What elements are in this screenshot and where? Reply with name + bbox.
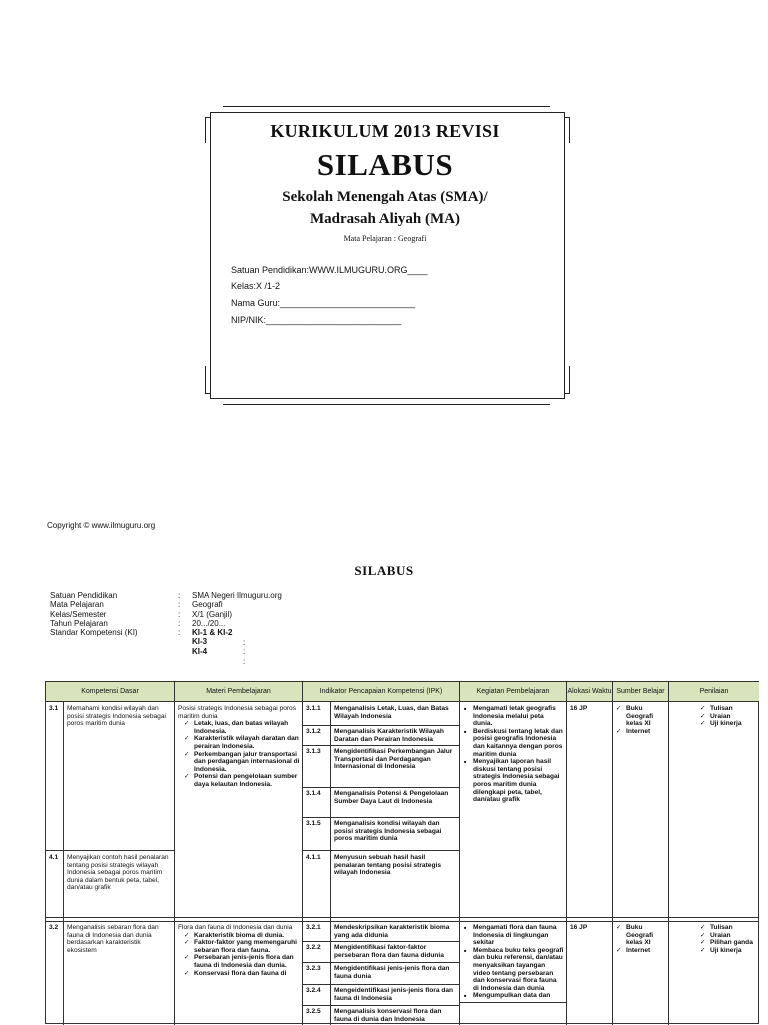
table-divider (303, 817, 460, 818)
ipk-number: 3.2.3 (306, 965, 321, 972)
penilaian-item: ✓ Tulisan (700, 705, 756, 713)
materi-cell (178, 924, 300, 977)
ipk-number: 3.1.2 (306, 728, 321, 735)
cover-title: SILABUS (316, 147, 454, 182)
materi-cell (178, 705, 300, 789)
table-divider (303, 850, 460, 851)
meta-label: Tahun Pelajaran (50, 618, 108, 628)
header-sumber-belajar: Sumber Belajar (613, 682, 669, 702)
ipk-number: 3.1.5 (306, 820, 321, 827)
table-divider (46, 917, 759, 918)
copyright-text: Copyright © www.ilmuguru.org (47, 521, 156, 530)
materi-item: ✓ Karakteristik wilayah daratan dan perairan Indonesia. (184, 735, 300, 750)
meta-value: X/1 (Ganjil) (192, 609, 233, 619)
ipk-number: 3.2.1 (306, 924, 321, 931)
sumber-cell (616, 705, 666, 735)
kd-number: 4.1 (49, 854, 59, 861)
syllabus-title: SILABUS (354, 563, 414, 578)
materi-item: ✓ Faktor-faktor yang memengaruhi sebaran flora dan fauna. (184, 939, 300, 954)
table-divider (303, 725, 460, 726)
ipk-text: Mengidentifikasi faktor-faktor persebaran flora dan fauna didunia (334, 944, 444, 959)
kd-text: Menyajikan contoh hasil penalaran tentang posisi strategis wilayah Indonesia sebagai poros maritim dunia dalam bentuk peta, tabel, dan/atau grafik (67, 854, 169, 892)
sumber-item: ✓ Buku Geografi kelas XI (616, 705, 666, 728)
ipk-text: Menyusun sebuah hasil hasil penalaran tentang posisi strategis wilayah Indonesia (334, 854, 441, 877)
kegiatan-cell (464, 924, 564, 1000)
table-divider (460, 1002, 567, 1003)
meta-colon: : (243, 656, 246, 666)
cover-field-nama-guru: Nama Guru:___________________________ (231, 298, 416, 308)
table-divider (612, 702, 613, 1025)
meta-label: Standar Kompetensi (KI) (50, 628, 138, 638)
materi-item: ✓ Persebaran jenis-jenis flora dan fauna di Indonesia dan dunia. (184, 954, 300, 969)
cover-field-nip: NIP/NIK:___________________________ (231, 315, 402, 325)
table-divider (303, 787, 460, 788)
ipk-text: Menganalisis Letak, Luas, dan Batas Wilayah Indonesia (334, 705, 449, 720)
ipk-text: Mendeskripsikan karakteristik bioma yang ada didunia (334, 924, 450, 939)
cover-school-line-1: Sekolah Menengah Atas (SMA)/ (282, 189, 488, 205)
sumber-item: ✓ Internet (616, 947, 666, 955)
sumber-item: ✓ Buku Geografi kelas XI (616, 924, 666, 947)
meta-labels (50, 591, 138, 637)
ipk-number: 3.2.2 (306, 944, 321, 951)
materi-item: ✓ Karakteristik bioma di dunia. (184, 932, 300, 940)
meta-sub-colons (243, 638, 245, 666)
ipk-number: 3.1.1 (306, 705, 321, 712)
meta-colon: : (178, 591, 181, 600)
sumber-item: ✓ Internet (616, 728, 666, 736)
ipk-number: 3.1.4 (306, 790, 321, 797)
materi-item: ✓ Potensi dan pengelolaan sumber daya kelautan Indonesia. (184, 773, 300, 788)
meta-value: 20.../20... (192, 618, 226, 628)
meta-colon: : (243, 647, 246, 657)
table-divider (566, 702, 567, 1025)
materi-item: ✓ Konservasi flora dan fauna di (184, 970, 300, 978)
kd-text: Memahami kondisi wilayah dan posisi strategis Indonesia sebagai poros maritim dunia (67, 705, 166, 728)
table-divider (303, 941, 460, 942)
meta-colon: : (178, 628, 181, 638)
materi-item: ✓ Letak, luas, dan batas wilayah Indonesia. (184, 720, 300, 735)
kd-text: Menganalisis sebaran flora dan fauna di Indonesia dan dunia berdasarkan karakteristik ekosistem (67, 924, 159, 954)
kegiatan-item: ■ Mengamati letak geografis Indonesia melalui peta dunia. (464, 705, 564, 728)
meta-colon: : (178, 609, 181, 619)
ipk-text: Menganalisis kondisi wilayah dan posisi strategis Indonesia sebagai poros maritim dunia (334, 820, 442, 843)
sumber-cell (616, 924, 666, 954)
materi-intro: Posisi strategis Indonesia sebagai poros maritim dunia (178, 705, 297, 720)
penilaian-item: ✓ Uji kinerja (700, 720, 756, 728)
ipk-text: Menganalisis Potensi & Pengelolaan Sumber Daya Laut di Indonesia (334, 790, 449, 805)
meta-label: Kelas/Semester (50, 609, 107, 619)
cover-heading: KURIKULUM 2013 REVISI (270, 121, 500, 141)
meta-colons (178, 591, 180, 637)
meta-colon: : (178, 600, 181, 610)
table-divider (303, 1005, 460, 1006)
penilaian-item: ✓ Uji kinerja (700, 947, 756, 955)
penilaian-item: ✓ Uraian (700, 713, 756, 721)
penilaian-cell (700, 705, 756, 728)
ipk-text: Mengeidentifikasi jenis-jenis flora dan fauna di Indonesia (334, 987, 454, 1002)
table-divider (302, 702, 303, 1025)
kegiatan-cell (464, 705, 564, 804)
header-alokasi-waktu: Alokasi Waktu (567, 682, 613, 702)
meta-colon: : (178, 618, 181, 628)
table-divider (46, 850, 175, 851)
meta-value: KI-1 & KI-2 (192, 628, 233, 638)
cover-subject: Mata Pelajaran : Geografi (343, 234, 427, 243)
kegiatan-item: ■ Berdiskusi tentang letak dan posisi geografis Indonesia dan kaitannya dengan poros maritim dunia (464, 728, 564, 758)
header-ipk: Indikator Pencapaian Kompetensi (IPK) (303, 682, 460, 702)
penilaian-item: ✓ Uraian (700, 932, 756, 940)
table-divider (459, 702, 460, 1025)
meta-value: KI-3 (192, 637, 208, 647)
penilaian-item: ✓ Pilihan ganda (700, 939, 756, 947)
table-divider (46, 921, 759, 922)
alokasi-waktu: 16 JP (570, 705, 588, 712)
penilaian-cell (700, 924, 756, 954)
ipk-text: Menganalisis konservasi flora dan fauna di dunia dan Indonesia (334, 1008, 442, 1023)
table-divider (174, 702, 175, 1025)
meta-value: KI-4 (192, 646, 208, 656)
meta-label: Satuan Pendidikan (50, 591, 118, 600)
header-kompetensi-dasar: Kompetensi Dasar (46, 682, 175, 702)
ipk-number: 4.1.1 (306, 854, 321, 861)
meta-value: SMA Negeri Ilmuguru.org (192, 591, 282, 600)
table-divider (63, 702, 64, 1025)
cover-school-line-2: Madrasah Aliyah (MA) (310, 211, 460, 227)
materi-intro: Flora dan fauna di Indonesia dan dunia (178, 924, 293, 931)
meta-values (192, 591, 282, 656)
kegiatan-item: ■ Mengumpulkan data dan (464, 992, 564, 1000)
header-kegiatan: Kegiatan Pembelajaran (460, 682, 567, 702)
table-divider (330, 702, 331, 1025)
table-divider (303, 745, 460, 746)
ipk-text: Mengidentifikasi Perkembangan Jalur Transportasi dan Perdagangan Internasional di Indonesia (334, 748, 453, 771)
meta-value: Geografi (192, 600, 223, 610)
cover-field-satuan: Satuan Pendidikan:WWW.ILMUGURU.ORG____ (231, 265, 428, 275)
materi-item: ✓ Perkembangan jalur transportasi dan perdagangan internasional di Indonesia. (184, 751, 300, 774)
ipk-text: Mengidentifikasi jenis-jenis flora dan fauna dunia (334, 965, 450, 980)
alokasi-waktu: 16 JP (570, 924, 588, 931)
ipk-number: 3.1.3 (306, 748, 321, 755)
cover-field-kelas: Kelas:X /1-2 (231, 281, 281, 291)
kegiatan-item: ■ Mengamati flora dan fauna Indonesia di lingkungan sekitar (464, 924, 564, 947)
meta-colon: : (243, 638, 246, 647)
table-divider (303, 962, 460, 963)
table-divider (668, 702, 669, 1025)
kegiatan-item: ■ Membaca buku teks geografi dan buku referensi, dan/atau menyaksikan tayangan video tentang persebaran dan konservasi flora fauna di Indonesia dan dunia (464, 947, 564, 993)
ipk-number: 3.2.5 (306, 1008, 321, 1015)
header-materi: Materi Pembelajaran (175, 682, 303, 702)
table-divider (303, 984, 460, 985)
ipk-text: Menganalisis Karakteristik Wilayah Daratan dan Perairan Indonesia (334, 728, 444, 743)
syllabus-table (45, 681, 759, 1024)
header-penilaian: Penilaian (669, 682, 759, 702)
kegiatan-item: ■ Menyajikan laporan hasil diskusi tentang posisi strategis Indonesia sebagai poros maritim dunia dilengkapi peta, tabel, dan/atau grafik (464, 758, 564, 804)
meta-label: Mata Pelajaran (50, 600, 104, 610)
kd-number: 3.1 (49, 705, 59, 712)
kd-number: 3.2 (49, 924, 59, 931)
penilaian-item: ✓ Tulisan (700, 924, 756, 932)
ipk-number: 3.2.4 (306, 987, 321, 994)
